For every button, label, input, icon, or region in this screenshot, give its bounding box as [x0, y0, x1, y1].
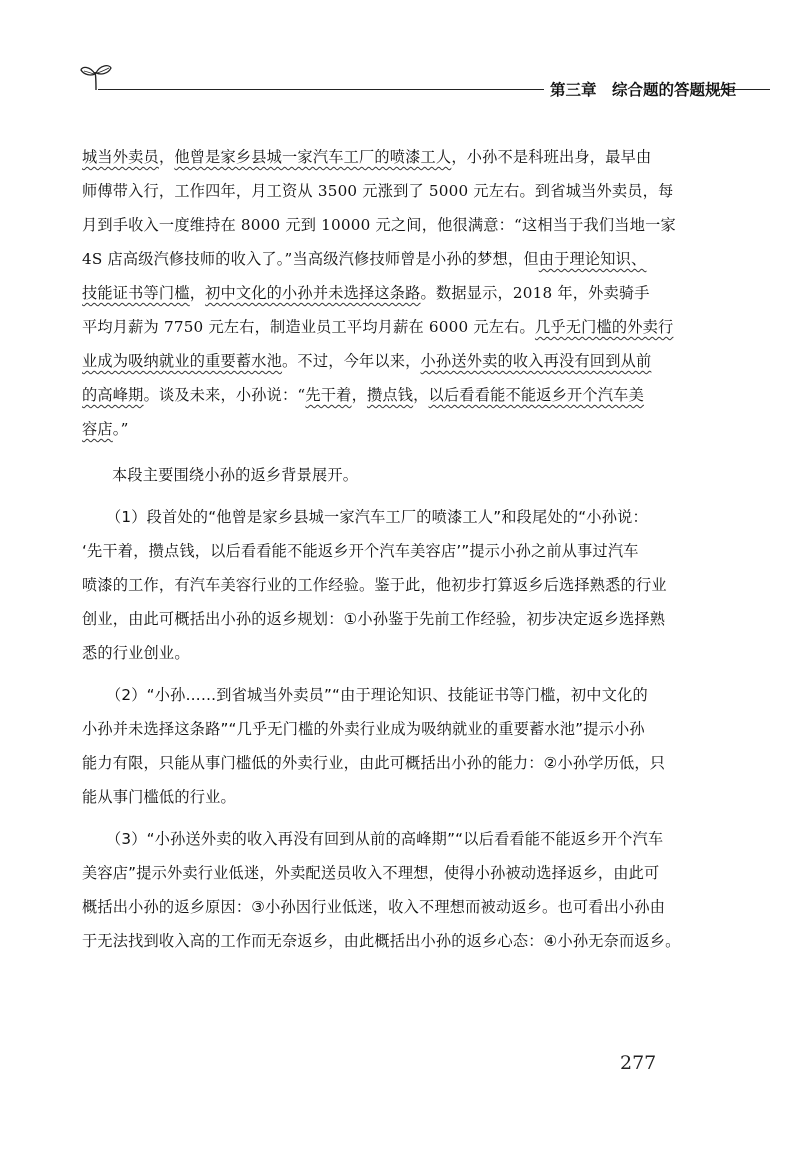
- chapter-title: [550, 78, 736, 100]
- text-segment: ，小孙不是科班出身，最早由: [451, 148, 652, 166]
- news-line: [82, 140, 678, 174]
- paragraph-line: （2）“小孙……到省城当外卖员”“由于理论知识、技能证书等门槛，初中文化的: [106, 686, 648, 704]
- paragraph-line: 概括出小孙的返乡原因：③小孙因行业低迷，收入不理想而被动返乡。也可看出小孙由: [82, 898, 666, 916]
- underlined-phrase: 他曾是家乡县城一家汽车工厂的喷漆工人: [174, 148, 452, 166]
- text-segment: 4S 店高级汽修技师的收入了。”当高级汽修技师曾是小孙的梦想，但: [82, 250, 539, 268]
- news-line: [82, 242, 678, 276]
- paragraph-line: 于无法找到收入高的工作而无奈返乡，由此概括出小孙的返乡心态：④小孙无奈而返乡。: [82, 932, 681, 950]
- text-segment: 。谈及未来，小孙说：“: [143, 386, 306, 404]
- header-rule-left: [98, 89, 544, 90]
- underlined-phrase: 容店: [82, 420, 113, 438]
- underlined-phrase: 城当外卖员: [82, 148, 159, 166]
- paragraph-line: ‘先干着，攒点钱，以后看看能不能返乡开个汽车美容店’”提示小孙之前从事过汽车: [82, 542, 639, 560]
- paragraph-line: （3）“小孙送外卖的收入再没有回到从前的高峰期”“以后看看能不能返乡开个汽车: [106, 830, 664, 848]
- analysis-paragraph-2: [82, 678, 678, 814]
- page-number: 277: [620, 1052, 657, 1074]
- analysis-paragraph-1: [82, 500, 678, 670]
- underlined-phrase: 技能证书等门槛: [82, 284, 190, 302]
- text-segment: 。”: [112, 420, 129, 438]
- news-line: [82, 208, 678, 242]
- text-segment: ，: [351, 386, 367, 404]
- chapter-name: 综合题的答题规矩: [612, 81, 737, 99]
- analysis-intro: 本段主要围绕小孙的返乡背景展开。: [112, 466, 359, 484]
- paragraph-line: 小孙并未选择这条路”“几乎无门槛的外卖行业成为吸纳就业的重要蓄水池”提示小孙: [82, 720, 645, 738]
- text-segment: ，: [158, 148, 175, 166]
- underlined-phrase: 的高峰期: [82, 386, 144, 404]
- underlined-phrase: 业成为吸纳就业的重要蓄水池: [82, 352, 283, 370]
- sprout-leaf-icon: [78, 62, 114, 92]
- text-segment: ，: [413, 386, 429, 404]
- underlined-phrase: 几乎无门槛的外卖行: [534, 318, 674, 336]
- paragraph-line: 悉的行业创业。: [82, 644, 190, 662]
- news-line: [82, 310, 678, 344]
- paragraph-line: （1）段首处的“他曾是家乡县城一家汽车工厂的喷漆工人”和段尾处的“小孙说：: [106, 508, 648, 526]
- news-line: [82, 412, 678, 446]
- text-segment: 。不过，今年以来，: [282, 352, 421, 370]
- analysis-paragraph-3: [82, 822, 681, 958]
- news-excerpt: [82, 140, 678, 446]
- paragraph-line: 能力有限，只能从事门槛低的外卖行业，由此可概括出小孙的能力：②小孙学历低，只: [82, 754, 666, 772]
- text-segment: 月到手收入一度维持在 8000 元到 10000 元之间，他很满意：“这相当于我们当地一家: [82, 216, 676, 234]
- underlined-phrase: 以后看看能不能返乡开个汽车美: [428, 386, 644, 404]
- page-content: [82, 140, 681, 958]
- news-line: [82, 174, 678, 208]
- text-segment: 师傅带入行，工作四年，月工资从 3500 元涨到了 5000 元左右。到省城当外卖员，每: [82, 182, 674, 200]
- text-segment: 平均月薪为 7750 元左右，制造业员工平均月薪在 6000 元左右。: [82, 318, 535, 336]
- paragraph-line: 能从事门槛低的行业。: [82, 788, 236, 806]
- header-rule-right: [714, 89, 770, 90]
- paragraph-line: 喷漆的工作，有汽车美容行业的工作经验。鉴于此，他初步打算返乡后选择熟悉的行业: [82, 576, 667, 594]
- running-header: [72, 58, 772, 98]
- underlined-phrase: 攒点钱: [366, 386, 414, 404]
- underlined-phrase: 先干着: [305, 386, 352, 404]
- text-segment: 。数据显示，2018 年，外卖骑手: [420, 284, 650, 302]
- analysis-section: [82, 458, 681, 958]
- paragraph-line: 美容店”提示外卖行业低迷，外卖配送员收入不理想，使得小孙被动选择返乡，由此可: [82, 864, 660, 882]
- underlined-phrase: 初中文化的小孙并未选择这条路: [205, 284, 421, 302]
- news-line: [82, 276, 678, 310]
- underlined-phrase: 由于理论知识、: [538, 250, 647, 268]
- underlined-phrase: 小孙送外卖的收入再没有回到从前: [420, 352, 652, 370]
- paragraph-line: 创业，由此可概括出小孙的返乡规划：①小孙鉴于先前工作经验，初步决定返乡选择熟: [82, 610, 666, 628]
- text-segment: ，: [189, 284, 206, 302]
- news-line: [82, 344, 678, 378]
- chapter-number: 第三章: [550, 81, 597, 99]
- news-line: [82, 378, 678, 412]
